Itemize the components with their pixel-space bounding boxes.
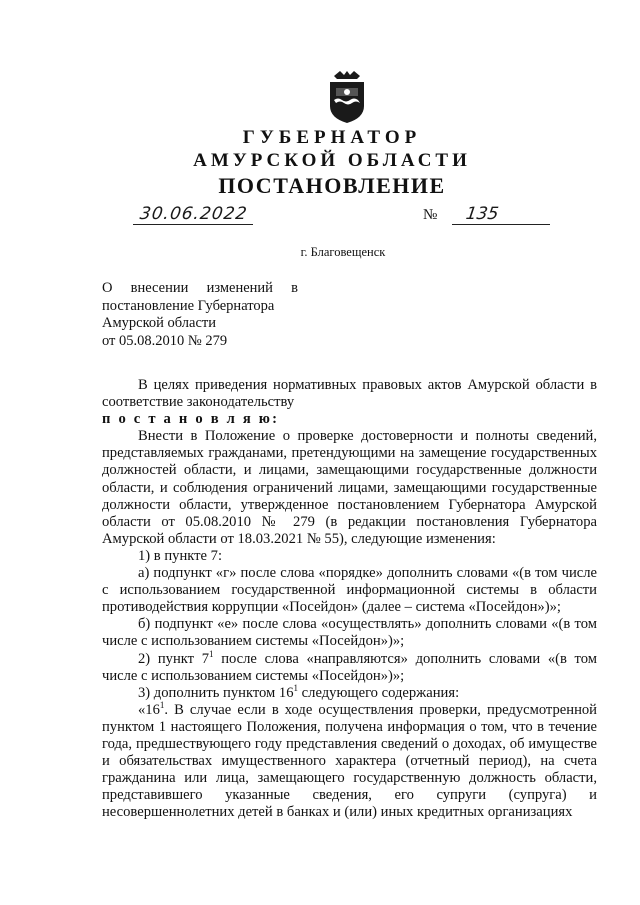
item-1b: б) подпункт «е» после слова «осуществлять» дополнить словами «(в том числе с использованием системы «Посейдон»)»; xyxy=(102,616,597,650)
superscript: 1 xyxy=(209,648,214,659)
quoted-clause-text: . В случае если в ходе осуществления проверки, предусмотренной пунктом 1 настоящего Положения, получена информация о том, что в течение года, предшествующего году представления сведений о доходах, об имуществе и обязательствах имущественного характера (отчетный период), на счета гражданина или лица, замещающего государственную должность области, представившего указанные сведения, его супруги (супруга) и несовершеннолетних детей в банках и (или) иных кредитных организациях xyxy=(102,701,597,821)
subject-word: в xyxy=(291,280,298,296)
number-sign: № xyxy=(423,207,438,223)
superscript: 1 xyxy=(159,699,165,710)
item-2-text-rest: после слова «направляются» дополнить словами «(в том числе с использованием системы «Посейдон»)»; xyxy=(102,650,597,684)
subject-line-1 xyxy=(102,280,298,298)
subject-word: внесении xyxy=(130,280,189,296)
item-2-text: 2) пункт 7 xyxy=(138,650,210,667)
subject-line-2: постановление Губернатора xyxy=(102,297,275,314)
superscript: 1 xyxy=(293,682,299,693)
document-number: 135 xyxy=(464,204,500,224)
quoted-clause-number: «16 xyxy=(138,701,160,718)
intro-paragraph: Внести в Положение о проверке достоверности и полноты сведений, представляемых гражданами, претендующими на замещение государственных должностей области, и лицами, замещающими государственные должности области, и соблюдения ограничений лицами, замещающими государственные должности области, утвержденное постановлением Губернатора Амурской области от 05.08.2010 № 279 (в редакции постановления Губернатора Амурской области от 18.03.2021 № 55), следующие изменения: xyxy=(102,428,597,547)
amur-coat-of-arms-icon xyxy=(326,70,368,124)
document-body xyxy=(102,377,597,821)
subject-line-4: от 05.08.2010 № 279 xyxy=(102,332,228,349)
city: г. Благовещенск xyxy=(300,245,386,259)
subject-word: изменений xyxy=(206,280,273,296)
number-underline xyxy=(452,224,550,225)
subject-word: О xyxy=(102,280,113,296)
document-subject xyxy=(102,280,298,350)
item-3-text-rest: следующего содержания: xyxy=(298,684,460,701)
item-1a: а) подпункт «г» после слова «порядке» дополнить словами «(в том числе с использованием государственной информационной системы в области противодействия коррупции «Посейдон» (далее – система «Посейдон»)»; xyxy=(102,565,597,616)
subject-line-3: Амурской области xyxy=(102,315,216,331)
quoted-clause xyxy=(102,699,597,822)
preamble-paragraph: В целях приведения нормативных правовых актов Амурской области в соответствие законодательству xyxy=(102,377,597,411)
date-underline xyxy=(133,224,253,225)
issuer-region: АМУРСКОЙ ОБЛАСТИ xyxy=(193,150,471,171)
item-1: 1) в пункте 7: xyxy=(138,547,223,564)
resolve-keyword: п о с т а н о в л я ю: xyxy=(102,411,280,428)
document-date: 30.06.2022 xyxy=(138,204,249,224)
item-3-text: 3) дополнить пунктом 16 xyxy=(138,684,294,701)
issuer-title: ГУБЕРНАТОР xyxy=(242,127,422,148)
item-3 xyxy=(102,682,597,702)
item-2 xyxy=(102,648,597,685)
document-type: ПОСТАНОВЛЕНИЕ xyxy=(218,173,446,198)
